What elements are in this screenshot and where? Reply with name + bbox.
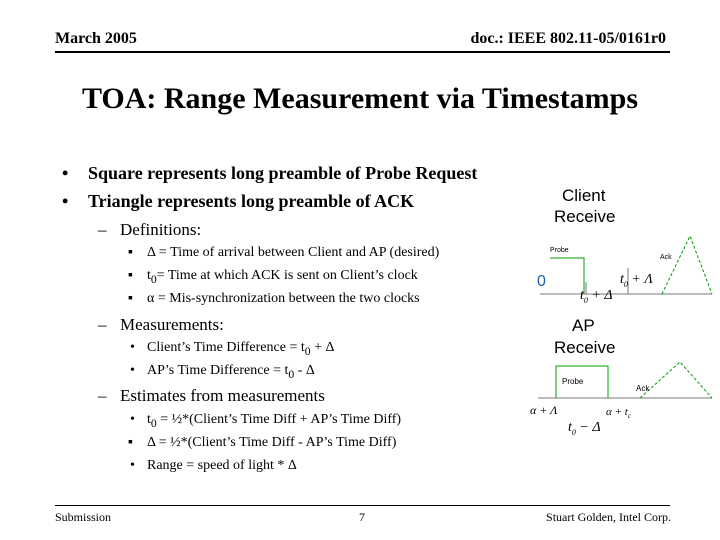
measurement-ap: AP’s Time Difference = $t_0$ - Δ <box>147 363 315 381</box>
bullet-icon: • <box>130 412 135 427</box>
client-probe-square <box>550 258 584 294</box>
client-t0-lambda-label: $t_0 + \Lambda$ <box>620 272 653 289</box>
header-date: March 2005 <box>55 30 137 47</box>
client-ack-label: Ack <box>660 254 672 261</box>
dash-icon: – <box>98 386 107 405</box>
bullet-ack: Triangle represents long preamble of ACK <box>88 191 415 211</box>
bullet-icon: • <box>130 458 135 473</box>
dash-icon: – <box>98 315 107 334</box>
ap-title-1: AP <box>572 316 595 335</box>
bullet-probe-request: Square represents long preamble of Probe Request <box>88 163 478 183</box>
estimate-range: Range = speed of light * Δ <box>147 458 297 473</box>
measurements-heading: Measurements: <box>120 315 224 334</box>
estimate-delta: Δ = ½*(Client’s Time Diff - AP’s Time Diff) <box>147 435 397 450</box>
ap-alpha-tc-label: $\alpha + t_c$ <box>606 406 631 421</box>
ap-title-2: Receive <box>554 338 616 357</box>
bullet-icon: • <box>130 363 135 378</box>
estimates-heading: Estimates from measurements <box>120 386 325 405</box>
header-doc-id: doc.: IEEE 802.11-05/0161r0 <box>470 30 666 47</box>
client-probe-label: Probe <box>550 247 569 254</box>
bullet-dot-1: • <box>62 163 69 183</box>
ap-t0-delta-label: $t_0 - \Delta$ <box>568 420 601 437</box>
ap-timeline-diagram <box>530 356 720 406</box>
square-bullet-icon: ▪ <box>128 245 133 260</box>
header-rule <box>55 51 670 53</box>
estimate-t0: $t_0$ = ½*(Client’s Time Diff + AP’s Time Diff) <box>147 412 402 430</box>
bullet-dot-2: • <box>62 191 69 211</box>
ap-ack-triangle <box>640 362 712 398</box>
definition-t0: $t_0=$ Time at which ACK is sent on Client’s clock <box>147 268 418 286</box>
measurement-client: Client’s Time Difference = $t_0 + \Delta$ <box>147 340 335 358</box>
bullet-icon: • <box>130 340 135 355</box>
definition-delta: Δ = Time of arrival between Client and AP (desired) <box>147 245 440 260</box>
slide-title: TOA: Range Measurement via Timestamps <box>81 82 639 115</box>
square-bullet-icon: ▪ <box>128 268 133 283</box>
client-title-2: Receive <box>554 207 616 226</box>
client-zero-label: 0 <box>537 273 546 290</box>
footer-author: Stuart Golden, Intel Corp. <box>546 510 671 524</box>
definitions-heading: Definitions: <box>120 220 202 239</box>
client-title-1: Client <box>562 186 606 205</box>
ap-ack-label: Ack <box>636 384 650 393</box>
ap-probe-label: Probe <box>562 377 584 386</box>
ap-alpha-lambda-label: α + Λ <box>530 403 558 417</box>
client-timeline-diagram <box>530 228 720 308</box>
square-bullet-icon: ▪ <box>128 435 133 450</box>
definition-alpha: α = Mis-synchronization between the two clocks <box>147 291 420 306</box>
client-t0-delta-label: $t_0 + \Delta$ <box>580 288 613 305</box>
footer-rule <box>55 505 670 506</box>
footer-page-number: 7 <box>359 510 365 524</box>
client-ack-triangle <box>662 236 712 294</box>
square-bullet-icon: ▪ <box>128 291 133 306</box>
dash-icon: – <box>98 220 107 239</box>
footer-submission: Submission <box>55 510 112 524</box>
